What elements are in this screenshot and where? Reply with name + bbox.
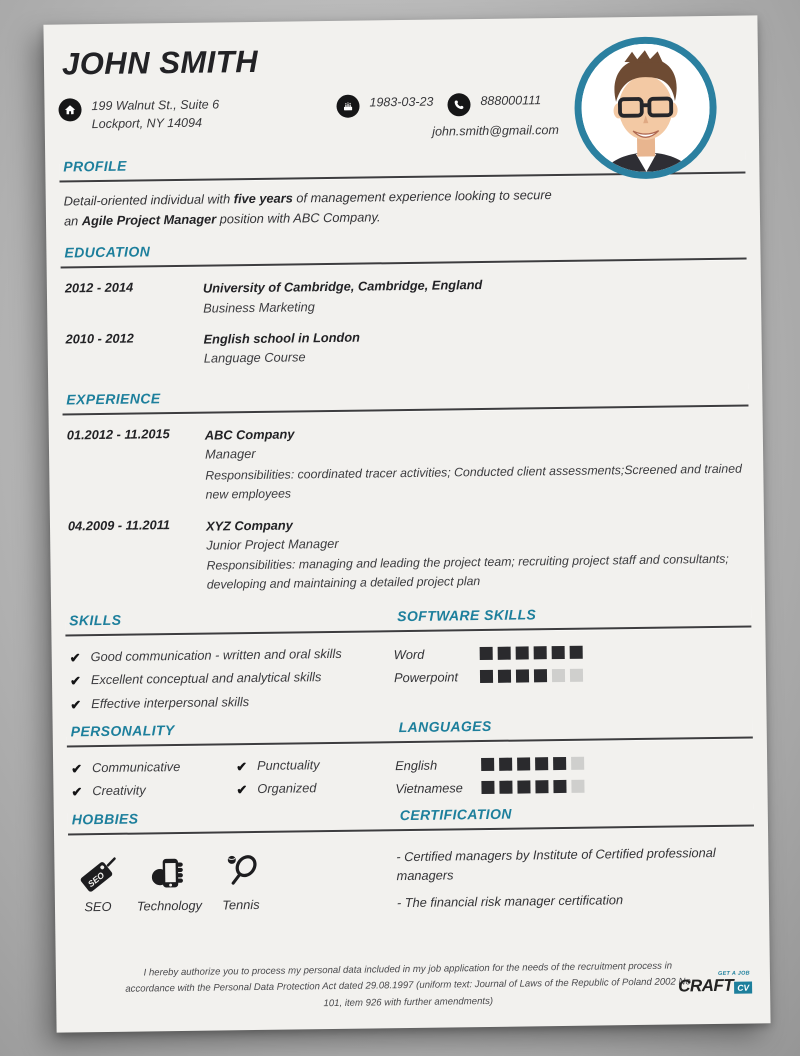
- seo-tag-icon: [76, 853, 119, 896]
- hobby-label: Tennis: [222, 896, 260, 913]
- experience-period: 01.2012 - 11.2015: [66, 426, 170, 443]
- hobby-label: SEO: [84, 898, 112, 914]
- address-text: [91, 95, 219, 134]
- personality-col: [67, 753, 233, 807]
- personality-item: [232, 756, 395, 776]
- software-skill-name: Word: [393, 646, 425, 663]
- email-text: john.smith@gmail.com: [432, 122, 559, 139]
- contact-row: [336, 91, 558, 118]
- skills-heading: SKILLS: [69, 611, 122, 629]
- portrait-illustration: [581, 43, 711, 173]
- hobby-item: [76, 853, 119, 925]
- education-school: English school in London: [203, 329, 361, 347]
- skill-item: [66, 669, 394, 691]
- logo-row: [678, 977, 752, 995]
- profile-summary: [64, 184, 564, 231]
- software-skills-list: [394, 636, 753, 715]
- personality-heading: PERSONALITY: [70, 721, 175, 740]
- smartphone-hand-icon: [148, 852, 191, 895]
- software-skill-row: [394, 665, 752, 687]
- hobbies-heading: HOBBIES: [71, 810, 139, 828]
- skill-item: [66, 645, 394, 667]
- cv-content: [43, 15, 770, 1032]
- check-icon: ✔: [71, 784, 83, 800]
- hobby-item: [219, 851, 262, 923]
- birthday-cake-icon: [336, 94, 359, 117]
- rating-square-filled: [516, 670, 529, 683]
- birth-date: 1983-03-23: [369, 94, 434, 110]
- home-icon: [58, 98, 81, 121]
- legal-disclaimer: I hereby authorize you to process my personal data included in my job application for the needs of the recruitment process in accordance with the Personal Data Protection Act dated 29.08.1997 (uniform text: Journal of Laws of the Republic of Poland 2002 No 101, item 926 with further amendments): [125, 960, 691, 1010]
- rating-square-empty: [570, 669, 583, 682]
- rating-square-filled: [552, 646, 565, 659]
- personality-list: [67, 751, 396, 807]
- education-item: [61, 272, 747, 319]
- certification-item: - Certified managers by Institute of Certified professional managers: [396, 844, 716, 884]
- skills-body-row: [65, 628, 752, 720]
- software-skill-row: [394, 642, 752, 664]
- education-detail: [203, 272, 747, 317]
- experience-position: Manager: [204, 446, 256, 463]
- education-course: Business Marketing: [203, 298, 315, 316]
- rating-square-filled: [553, 757, 566, 770]
- personality-item: [232, 779, 395, 799]
- rating-square-filled: [481, 781, 494, 794]
- rating-square-filled: [499, 757, 512, 770]
- section-hobbies-header: [68, 807, 396, 829]
- profile-text-part: Detail-oriented individual with: [63, 190, 234, 209]
- experience-item: [64, 509, 751, 596]
- tennis-racket-icon: [219, 851, 262, 894]
- rating-squares: [481, 756, 589, 770]
- rating-square-filled: [517, 780, 530, 793]
- experience-detail: [205, 419, 750, 505]
- check-icon: ✔: [69, 650, 81, 666]
- education-detail: [203, 322, 747, 367]
- rating-square-filled: [516, 647, 529, 660]
- phone-icon: [447, 93, 470, 116]
- experience-company: ABC Company: [204, 426, 295, 443]
- skill-label: Effective interpersonal skills: [91, 693, 250, 711]
- profile-text-part: of management experience looking to secure an: [63, 186, 552, 229]
- hobbies-list: [68, 849, 397, 925]
- experience-list: [63, 419, 751, 597]
- languages-heading: LANGUAGES: [398, 717, 492, 735]
- phone-group: [447, 91, 541, 116]
- rating-square-filled: [499, 780, 512, 793]
- skill-label: Good communication - written and oral skills: [90, 646, 342, 665]
- skills-list: [66, 640, 395, 719]
- rating-square-empty: [571, 779, 584, 792]
- education-course: Language Course: [203, 349, 306, 366]
- hobby-label: Technology: [136, 897, 203, 914]
- logo-cv-badge: CV: [734, 981, 752, 993]
- software-skills-heading: SOFTWARE SKILLS: [397, 606, 537, 625]
- birthdate-group: [336, 92, 433, 117]
- personality-item: [67, 758, 232, 778]
- phone-number: 888000111: [480, 92, 542, 108]
- personality-item: [67, 781, 232, 801]
- certification-heading: CERTIFICATION: [399, 805, 512, 823]
- rating-square-filled: [535, 780, 548, 793]
- personality-label: Punctuality: [256, 756, 320, 773]
- personality-col: [232, 751, 396, 805]
- skill-label: Excellent conceptual and analytical skills: [90, 669, 322, 688]
- personality-label: Creativity: [92, 782, 146, 799]
- rating-square-filled: [553, 780, 566, 793]
- hobby-item: [136, 851, 202, 923]
- check-icon: ✔: [236, 782, 248, 798]
- check-icon: ✔: [69, 673, 82, 689]
- languages-list: [395, 746, 754, 803]
- experience-responsibilities: Responsibilities: managing and leading the project team; recruiting project staff and consultants; developing and maintaining a detailed project plan: [206, 551, 729, 592]
- section-certification-header: [396, 802, 754, 825]
- education-list: [61, 272, 748, 370]
- rating-square-empty: [552, 669, 565, 682]
- personality-label: Communicative: [91, 758, 181, 775]
- address-group: [58, 93, 337, 143]
- rating-square-filled: [480, 670, 493, 683]
- rating-square-filled: [570, 646, 583, 659]
- page-title: JOHN SMITH: [61, 43, 259, 82]
- rating-squares: [480, 669, 588, 683]
- rating-square-filled: [534, 646, 547, 659]
- personality-label: Organized: [257, 780, 317, 796]
- craftcv-logo: [678, 971, 752, 995]
- check-icon: ✔: [236, 758, 248, 774]
- section-languages-header: [395, 714, 753, 737]
- contact-right: [336, 91, 559, 140]
- experience-detail: [206, 509, 751, 595]
- language-name: Vietnamese: [395, 780, 463, 796]
- experience-responsibilities: Responsibilities: coordinated tracer activities; Conducted client assessments;Screened and trained new employees: [205, 461, 742, 502]
- profile-heading: PROFILE: [63, 157, 127, 175]
- language-row: [395, 775, 753, 797]
- profile-text-bold: Agile Project Manager: [81, 211, 217, 229]
- education-period: 2012 - 2014: [64, 280, 134, 296]
- section-personality-header: [67, 719, 395, 741]
- logo-tagline: GET A JOB: [717, 970, 750, 977]
- software-skill-name: Powerpoint: [393, 669, 459, 686]
- cv-page: [43, 15, 770, 1032]
- section-software-skills-header: [393, 604, 751, 627]
- contact-block: [58, 91, 559, 144]
- education-heading: EDUCATION: [64, 243, 151, 261]
- svg-text:SEO: SEO: [85, 869, 107, 889]
- profile-text-part: position with ABC Company.: [216, 209, 381, 227]
- hobbies-body-row: [68, 826, 755, 925]
- education-school: University of Cambridge, Cambridge, England: [202, 277, 483, 297]
- rating-square-filled: [534, 669, 547, 682]
- address-line1: 199 Walnut St., Suite 6: [91, 96, 220, 113]
- section-experience-header: [62, 383, 748, 416]
- check-icon: ✔: [70, 696, 82, 712]
- personality-body-row: [67, 738, 754, 807]
- rating-square-filled: [498, 647, 511, 660]
- rating-squares: [480, 646, 588, 660]
- experience-company: XYZ Company: [205, 517, 293, 534]
- language-name: English: [395, 757, 438, 773]
- section-skills-header: [65, 608, 393, 630]
- rating-square-filled: [481, 758, 494, 771]
- logo-brand-text: CRAFT: [678, 975, 734, 996]
- language-row: [395, 752, 753, 774]
- rating-square-filled: [498, 670, 511, 683]
- rating-square-empty: [571, 756, 584, 769]
- experience-position: Junior Project Manager: [206, 535, 339, 553]
- certification-item: - The financial risk manager certification: [396, 892, 624, 911]
- rating-square-filled: [517, 757, 530, 770]
- address-line2: Lockport, NY 14094: [91, 115, 203, 132]
- education-period: 2010 - 2012: [65, 330, 134, 347]
- profile-text-bold: five years: [233, 190, 293, 206]
- certification-list: [396, 834, 755, 920]
- check-icon: ✔: [71, 761, 83, 777]
- experience-item: [63, 419, 750, 506]
- experience-heading: EXPERIENCE: [66, 390, 161, 408]
- section-education-header: [60, 236, 746, 269]
- education-item: [61, 322, 747, 369]
- rating-squares: [481, 779, 589, 793]
- skill-item: [66, 692, 394, 714]
- experience-period: 04.2009 - 11.2011: [67, 516, 171, 534]
- rating-square-filled: [480, 647, 493, 660]
- rating-square-filled: [535, 757, 548, 770]
